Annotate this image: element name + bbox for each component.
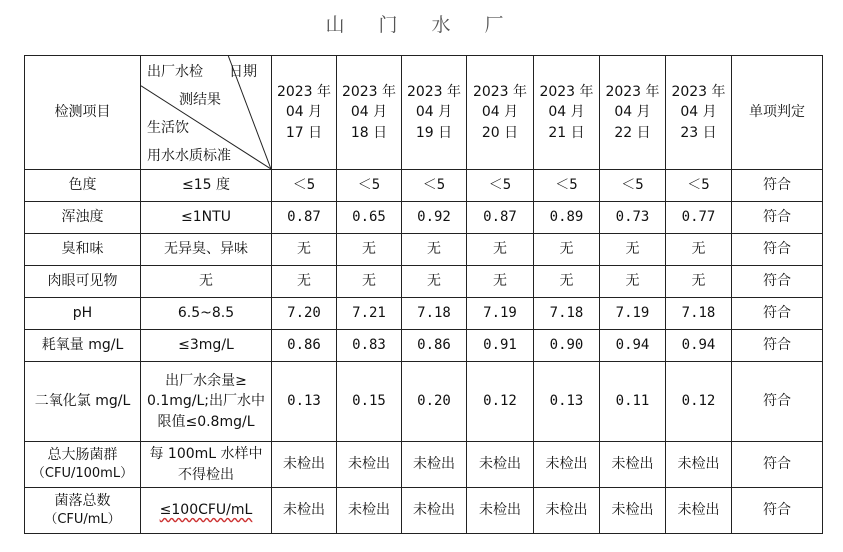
standard-value: ≤3mg/L bbox=[141, 330, 272, 362]
result-value: 无 bbox=[534, 234, 600, 266]
result-value: 未检出 bbox=[467, 442, 534, 488]
table-row bbox=[25, 488, 823, 534]
result-value: 0.87 bbox=[272, 202, 337, 234]
result-value: 0.92 bbox=[402, 202, 467, 234]
standard-value: 出厂水余量≥ 0.1mg/L;出厂水中 限值≤0.8mg/L bbox=[141, 362, 272, 442]
result-value: 7.20 bbox=[272, 298, 337, 330]
result-value: 7.18 bbox=[666, 298, 732, 330]
verdict-value: 符合 bbox=[732, 362, 823, 442]
result-value: 0.11 bbox=[600, 362, 666, 442]
standard-value: ≤100CFU/mL bbox=[141, 488, 272, 534]
diagonal-label-result-1: 出厂水检 bbox=[147, 64, 203, 80]
table-row bbox=[25, 298, 823, 330]
verdict-value: 符合 bbox=[732, 330, 823, 362]
result-value: 无 bbox=[666, 234, 732, 266]
item-name: 总大肠菌群 （CFU/100mL） bbox=[25, 442, 141, 488]
item-name: 耗氧量 mg/L bbox=[25, 330, 141, 362]
result-value: 未检出 bbox=[534, 488, 600, 534]
date-header: 2023 年 04 月 21 日 bbox=[534, 56, 600, 170]
result-value: 未检出 bbox=[272, 488, 337, 534]
result-value: 0.86 bbox=[272, 330, 337, 362]
header-row bbox=[25, 56, 823, 170]
result-value: 未检出 bbox=[600, 442, 666, 488]
result-value: 无 bbox=[272, 234, 337, 266]
diagonal-header-cell bbox=[141, 56, 272, 170]
result-value: 无 bbox=[402, 266, 467, 298]
diagonal-label-date: 日期 bbox=[229, 64, 257, 80]
item-name: 二氧化氯 mg/L bbox=[25, 362, 141, 442]
result-value: 未检出 bbox=[402, 488, 467, 534]
item-name: 肉眼可见物 bbox=[25, 266, 141, 298]
result-value: ＜5 bbox=[534, 170, 600, 202]
result-value: 7.19 bbox=[467, 298, 534, 330]
diagonal-label-standard-2: 用水水质标准 bbox=[147, 148, 231, 164]
item-name: pH bbox=[25, 298, 141, 330]
result-value: 未检出 bbox=[600, 488, 666, 534]
result-value: ＜5 bbox=[272, 170, 337, 202]
result-value: 0.86 bbox=[402, 330, 467, 362]
result-value: 未检出 bbox=[666, 488, 732, 534]
standard-value: 每 100mL 水样中 不得检出 bbox=[141, 442, 272, 488]
table-row bbox=[25, 170, 823, 202]
result-value: 未检出 bbox=[467, 488, 534, 534]
result-value: 0.77 bbox=[666, 202, 732, 234]
result-value: 无 bbox=[467, 266, 534, 298]
result-value: 0.73 bbox=[600, 202, 666, 234]
result-value: 0.89 bbox=[534, 202, 600, 234]
result-value: 未检出 bbox=[337, 442, 402, 488]
result-value: 未检出 bbox=[666, 442, 732, 488]
result-value: 7.18 bbox=[534, 298, 600, 330]
water-quality-table bbox=[24, 55, 823, 534]
result-value: 无 bbox=[600, 234, 666, 266]
table-row bbox=[25, 266, 823, 298]
result-value: 无 bbox=[534, 266, 600, 298]
standard-value: ≤1NTU bbox=[141, 202, 272, 234]
table-row bbox=[25, 442, 823, 488]
table-row bbox=[25, 330, 823, 362]
header-verdict-column: 单项判定 bbox=[732, 56, 823, 170]
result-value: 0.20 bbox=[402, 362, 467, 442]
result-value: 0.83 bbox=[337, 330, 402, 362]
standard-value: 无 bbox=[141, 266, 272, 298]
result-value: 0.13 bbox=[534, 362, 600, 442]
date-header: 2023 年 04 月 23 日 bbox=[666, 56, 732, 170]
result-value: 7.18 bbox=[402, 298, 467, 330]
result-value: 未检出 bbox=[272, 442, 337, 488]
verdict-value: 符合 bbox=[732, 298, 823, 330]
result-value: 0.90 bbox=[534, 330, 600, 362]
verdict-value: 符合 bbox=[732, 170, 823, 202]
verdict-value: 符合 bbox=[732, 266, 823, 298]
item-name: 色度 bbox=[25, 170, 141, 202]
verdict-value: 符合 bbox=[732, 442, 823, 488]
result-value: 0.94 bbox=[600, 330, 666, 362]
standard-value: ≤15 度 bbox=[141, 170, 272, 202]
result-value: 0.12 bbox=[467, 362, 534, 442]
result-value: 无 bbox=[272, 266, 337, 298]
result-value: 0.15 bbox=[337, 362, 402, 442]
result-value: 无 bbox=[402, 234, 467, 266]
date-header: 2023 年 04 月 17 日 bbox=[272, 56, 337, 170]
date-header: 2023 年 04 月 22 日 bbox=[600, 56, 666, 170]
result-value: 未检出 bbox=[337, 488, 402, 534]
date-header: 2023 年 04 月 20 日 bbox=[467, 56, 534, 170]
result-value: 未检出 bbox=[402, 442, 467, 488]
result-value: 未检出 bbox=[534, 442, 600, 488]
result-value: 7.21 bbox=[337, 298, 402, 330]
date-header: 2023 年 04 月 18 日 bbox=[337, 56, 402, 170]
result-value: 0.12 bbox=[666, 362, 732, 442]
item-name: 臭和味 bbox=[25, 234, 141, 266]
result-value: ＜5 bbox=[337, 170, 402, 202]
result-value: 0.87 bbox=[467, 202, 534, 234]
result-value: 0.13 bbox=[272, 362, 337, 442]
diagonal-label-standard-1: 生活饮 bbox=[147, 120, 189, 136]
standard-value: 无异臭、异味 bbox=[141, 234, 272, 266]
result-value: 无 bbox=[337, 234, 402, 266]
result-value: ＜5 bbox=[666, 170, 732, 202]
result-value: 无 bbox=[337, 266, 402, 298]
result-value: ＜5 bbox=[600, 170, 666, 202]
result-value: 0.91 bbox=[467, 330, 534, 362]
result-value: 0.65 bbox=[337, 202, 402, 234]
verdict-value: 符合 bbox=[732, 234, 823, 266]
diagonal-label-result-2: 测结果 bbox=[179, 92, 221, 108]
standard-value: 6.5~8.5 bbox=[141, 298, 272, 330]
result-value: ＜5 bbox=[402, 170, 467, 202]
table-row bbox=[25, 234, 823, 266]
result-value: 0.94 bbox=[666, 330, 732, 362]
result-value: 无 bbox=[467, 234, 534, 266]
result-value: 7.19 bbox=[600, 298, 666, 330]
verdict-value: 符合 bbox=[732, 488, 823, 534]
verdict-value: 符合 bbox=[732, 202, 823, 234]
table-row bbox=[25, 202, 823, 234]
result-value: 无 bbox=[666, 266, 732, 298]
table-row bbox=[25, 362, 823, 442]
result-value: ＜5 bbox=[467, 170, 534, 202]
result-value: 无 bbox=[600, 266, 666, 298]
date-header: 2023 年 04 月 19 日 bbox=[402, 56, 467, 170]
page-title: 山 门 水 厂 bbox=[325, 14, 518, 36]
item-name: 菌落总数 （CFU/mL） bbox=[25, 488, 141, 534]
header-item-column: 检测项目 bbox=[25, 56, 141, 170]
item-name: 浑浊度 bbox=[25, 202, 141, 234]
